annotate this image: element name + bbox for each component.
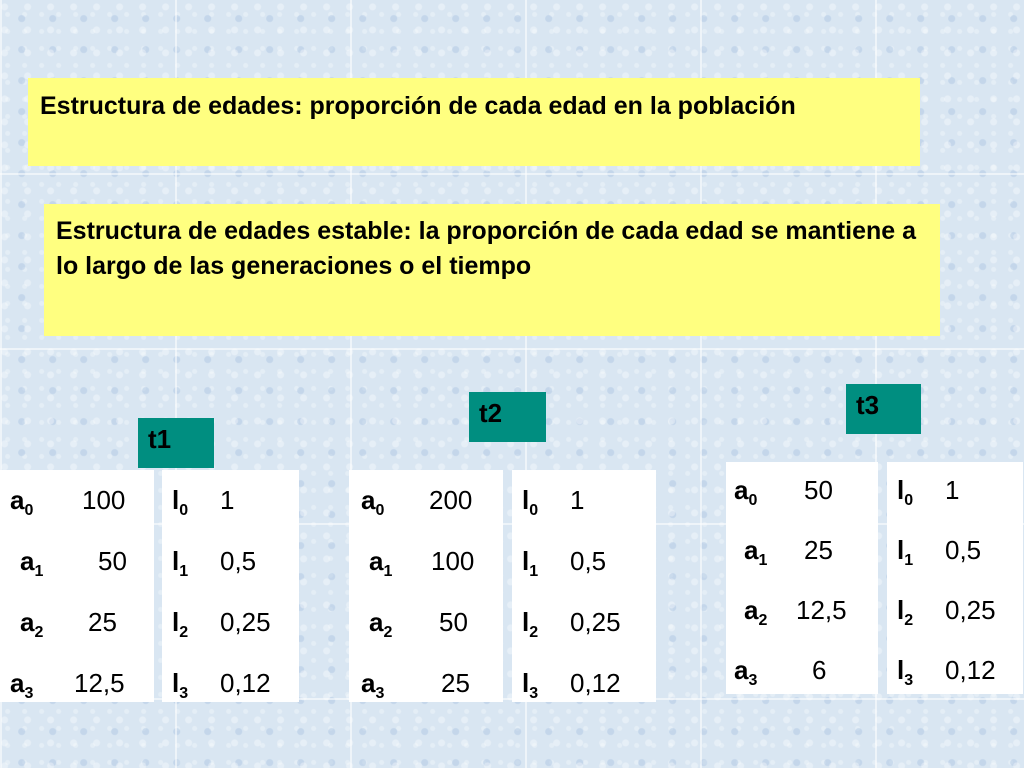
table-row — [0, 480, 154, 520]
row-label — [172, 602, 188, 642]
row-value: 100 — [431, 546, 475, 576]
table-row — [0, 602, 154, 642]
row-subscript: 0 — [24, 502, 34, 519]
table-row — [349, 541, 503, 581]
row-label — [897, 650, 913, 690]
time-label-t3: t3 — [846, 384, 921, 434]
row-value: 50 — [98, 546, 127, 576]
row-subscript: 3 — [529, 685, 539, 702]
row-symbol: a — [369, 546, 384, 576]
row-value: 25 — [88, 607, 117, 637]
row-symbol: l — [897, 535, 905, 565]
row-symbol: l — [172, 668, 180, 698]
table-t3-a — [726, 462, 878, 694]
row-value: 1 — [220, 485, 235, 515]
row-subscript: 0 — [375, 502, 385, 519]
row-value: 0,12 — [945, 655, 996, 685]
table-row — [512, 602, 656, 642]
table-row — [512, 541, 656, 581]
row-symbol: a — [20, 546, 35, 576]
row-symbol: l — [172, 546, 180, 576]
row-label — [10, 480, 33, 520]
row-label — [20, 602, 43, 642]
table-row — [887, 470, 1023, 510]
row-value: 100 — [82, 485, 126, 515]
row-value: 0,5 — [220, 546, 257, 576]
row-value: 12,5 — [74, 668, 125, 698]
table-row — [349, 480, 503, 520]
table-t1-a — [0, 470, 154, 702]
table-t2-a — [349, 470, 503, 702]
row-label — [734, 470, 757, 510]
row-value: 0,12 — [570, 668, 621, 698]
row-label — [744, 530, 767, 570]
row-label — [172, 480, 188, 520]
row-label — [522, 602, 538, 642]
table-row — [162, 602, 299, 642]
table-row — [162, 663, 299, 703]
row-value: 0,12 — [220, 668, 271, 698]
row-value: 25 — [441, 668, 470, 698]
row-subscript: 1 — [383, 563, 393, 580]
table-row — [349, 602, 503, 642]
row-subscript: 0 — [748, 492, 758, 509]
row-value: 25 — [804, 535, 833, 565]
row-subscript: 2 — [904, 612, 914, 629]
row-label — [522, 541, 538, 581]
row-subscript: 3 — [748, 672, 758, 689]
row-symbol: l — [172, 607, 180, 637]
row-symbol: l — [897, 475, 905, 505]
row-symbol: a — [734, 475, 749, 505]
row-subscript: 2 — [758, 612, 768, 629]
table-row — [512, 480, 656, 520]
row-symbol: a — [744, 535, 759, 565]
row-subscript: 3 — [24, 685, 34, 702]
row-label — [369, 541, 392, 581]
row-subscript: 1 — [529, 563, 539, 580]
table-row — [887, 590, 1023, 630]
row-symbol: l — [522, 546, 530, 576]
row-symbol: l — [522, 668, 530, 698]
row-value: 0,25 — [945, 595, 996, 625]
row-symbol: a — [10, 485, 25, 515]
row-subscript: 2 — [383, 624, 393, 641]
time-label-t2: t2 — [469, 392, 546, 442]
row-subscript: 2 — [529, 624, 539, 641]
row-subscript: 1 — [179, 563, 189, 580]
row-label — [897, 530, 913, 570]
row-value: 0,5 — [945, 535, 982, 565]
row-value: 12,5 — [796, 595, 847, 625]
row-symbol: a — [744, 595, 759, 625]
row-value: 0,25 — [220, 607, 271, 637]
table-row — [726, 590, 878, 630]
row-label — [361, 480, 384, 520]
row-value: 6 — [812, 655, 827, 685]
table-row — [726, 530, 878, 570]
table-row — [0, 663, 154, 703]
row-label — [10, 663, 33, 703]
table-t3-l — [887, 462, 1023, 694]
time-label-t1: t1 — [138, 418, 214, 468]
row-symbol: a — [20, 607, 35, 637]
row-subscript: 2 — [179, 624, 189, 641]
table-row — [726, 650, 878, 690]
table-row — [887, 650, 1023, 690]
row-value: 0,5 — [570, 546, 607, 576]
row-subscript: 0 — [529, 502, 539, 519]
table-t1-l — [162, 470, 299, 702]
row-label — [734, 650, 757, 690]
row-value: 50 — [804, 475, 833, 505]
row-subscript: 1 — [758, 552, 768, 569]
definition-stable-age-structure: Estructura de edades estable: la proporción de cada edad se mantiene a lo largo de las generaciones o el tiempo — [44, 204, 940, 336]
row-value: 1 — [945, 475, 960, 505]
table-row — [887, 530, 1023, 570]
row-label — [522, 663, 538, 703]
row-subscript: 2 — [34, 624, 44, 641]
row-symbol: l — [897, 595, 905, 625]
row-label — [897, 470, 913, 510]
row-label — [744, 590, 767, 630]
table-row — [162, 480, 299, 520]
row-symbol: a — [361, 485, 376, 515]
row-value: 50 — [439, 607, 468, 637]
table-row — [162, 541, 299, 581]
row-symbol: l — [897, 655, 905, 685]
row-symbol: l — [172, 485, 180, 515]
row-symbol: l — [522, 485, 530, 515]
row-subscript: 1 — [904, 552, 914, 569]
row-label — [522, 480, 538, 520]
table-row — [726, 470, 878, 510]
row-value: 0,25 — [570, 607, 621, 637]
table-row — [349, 663, 503, 703]
row-subscript: 1 — [34, 563, 44, 580]
row-label — [369, 602, 392, 642]
row-subscript: 3 — [904, 672, 914, 689]
row-subscript: 0 — [904, 492, 914, 509]
row-subscript: 0 — [179, 502, 189, 519]
row-symbol: a — [10, 668, 25, 698]
definition-age-structure: Estructura de edades: proporción de cada edad en la población — [28, 78, 920, 166]
row-symbol: a — [369, 607, 384, 637]
row-subscript: 3 — [375, 685, 385, 702]
row-subscript: 3 — [179, 685, 189, 702]
row-value: 200 — [429, 485, 473, 515]
row-value: 1 — [570, 485, 585, 515]
row-symbol: a — [734, 655, 749, 685]
row-symbol: l — [522, 607, 530, 637]
row-label — [172, 663, 188, 703]
row-label — [20, 541, 43, 581]
table-t2-l — [512, 470, 656, 702]
row-label — [361, 663, 384, 703]
row-label — [897, 590, 913, 630]
table-row — [0, 541, 154, 581]
row-symbol: a — [361, 668, 376, 698]
row-label — [172, 541, 188, 581]
table-row — [512, 663, 656, 703]
